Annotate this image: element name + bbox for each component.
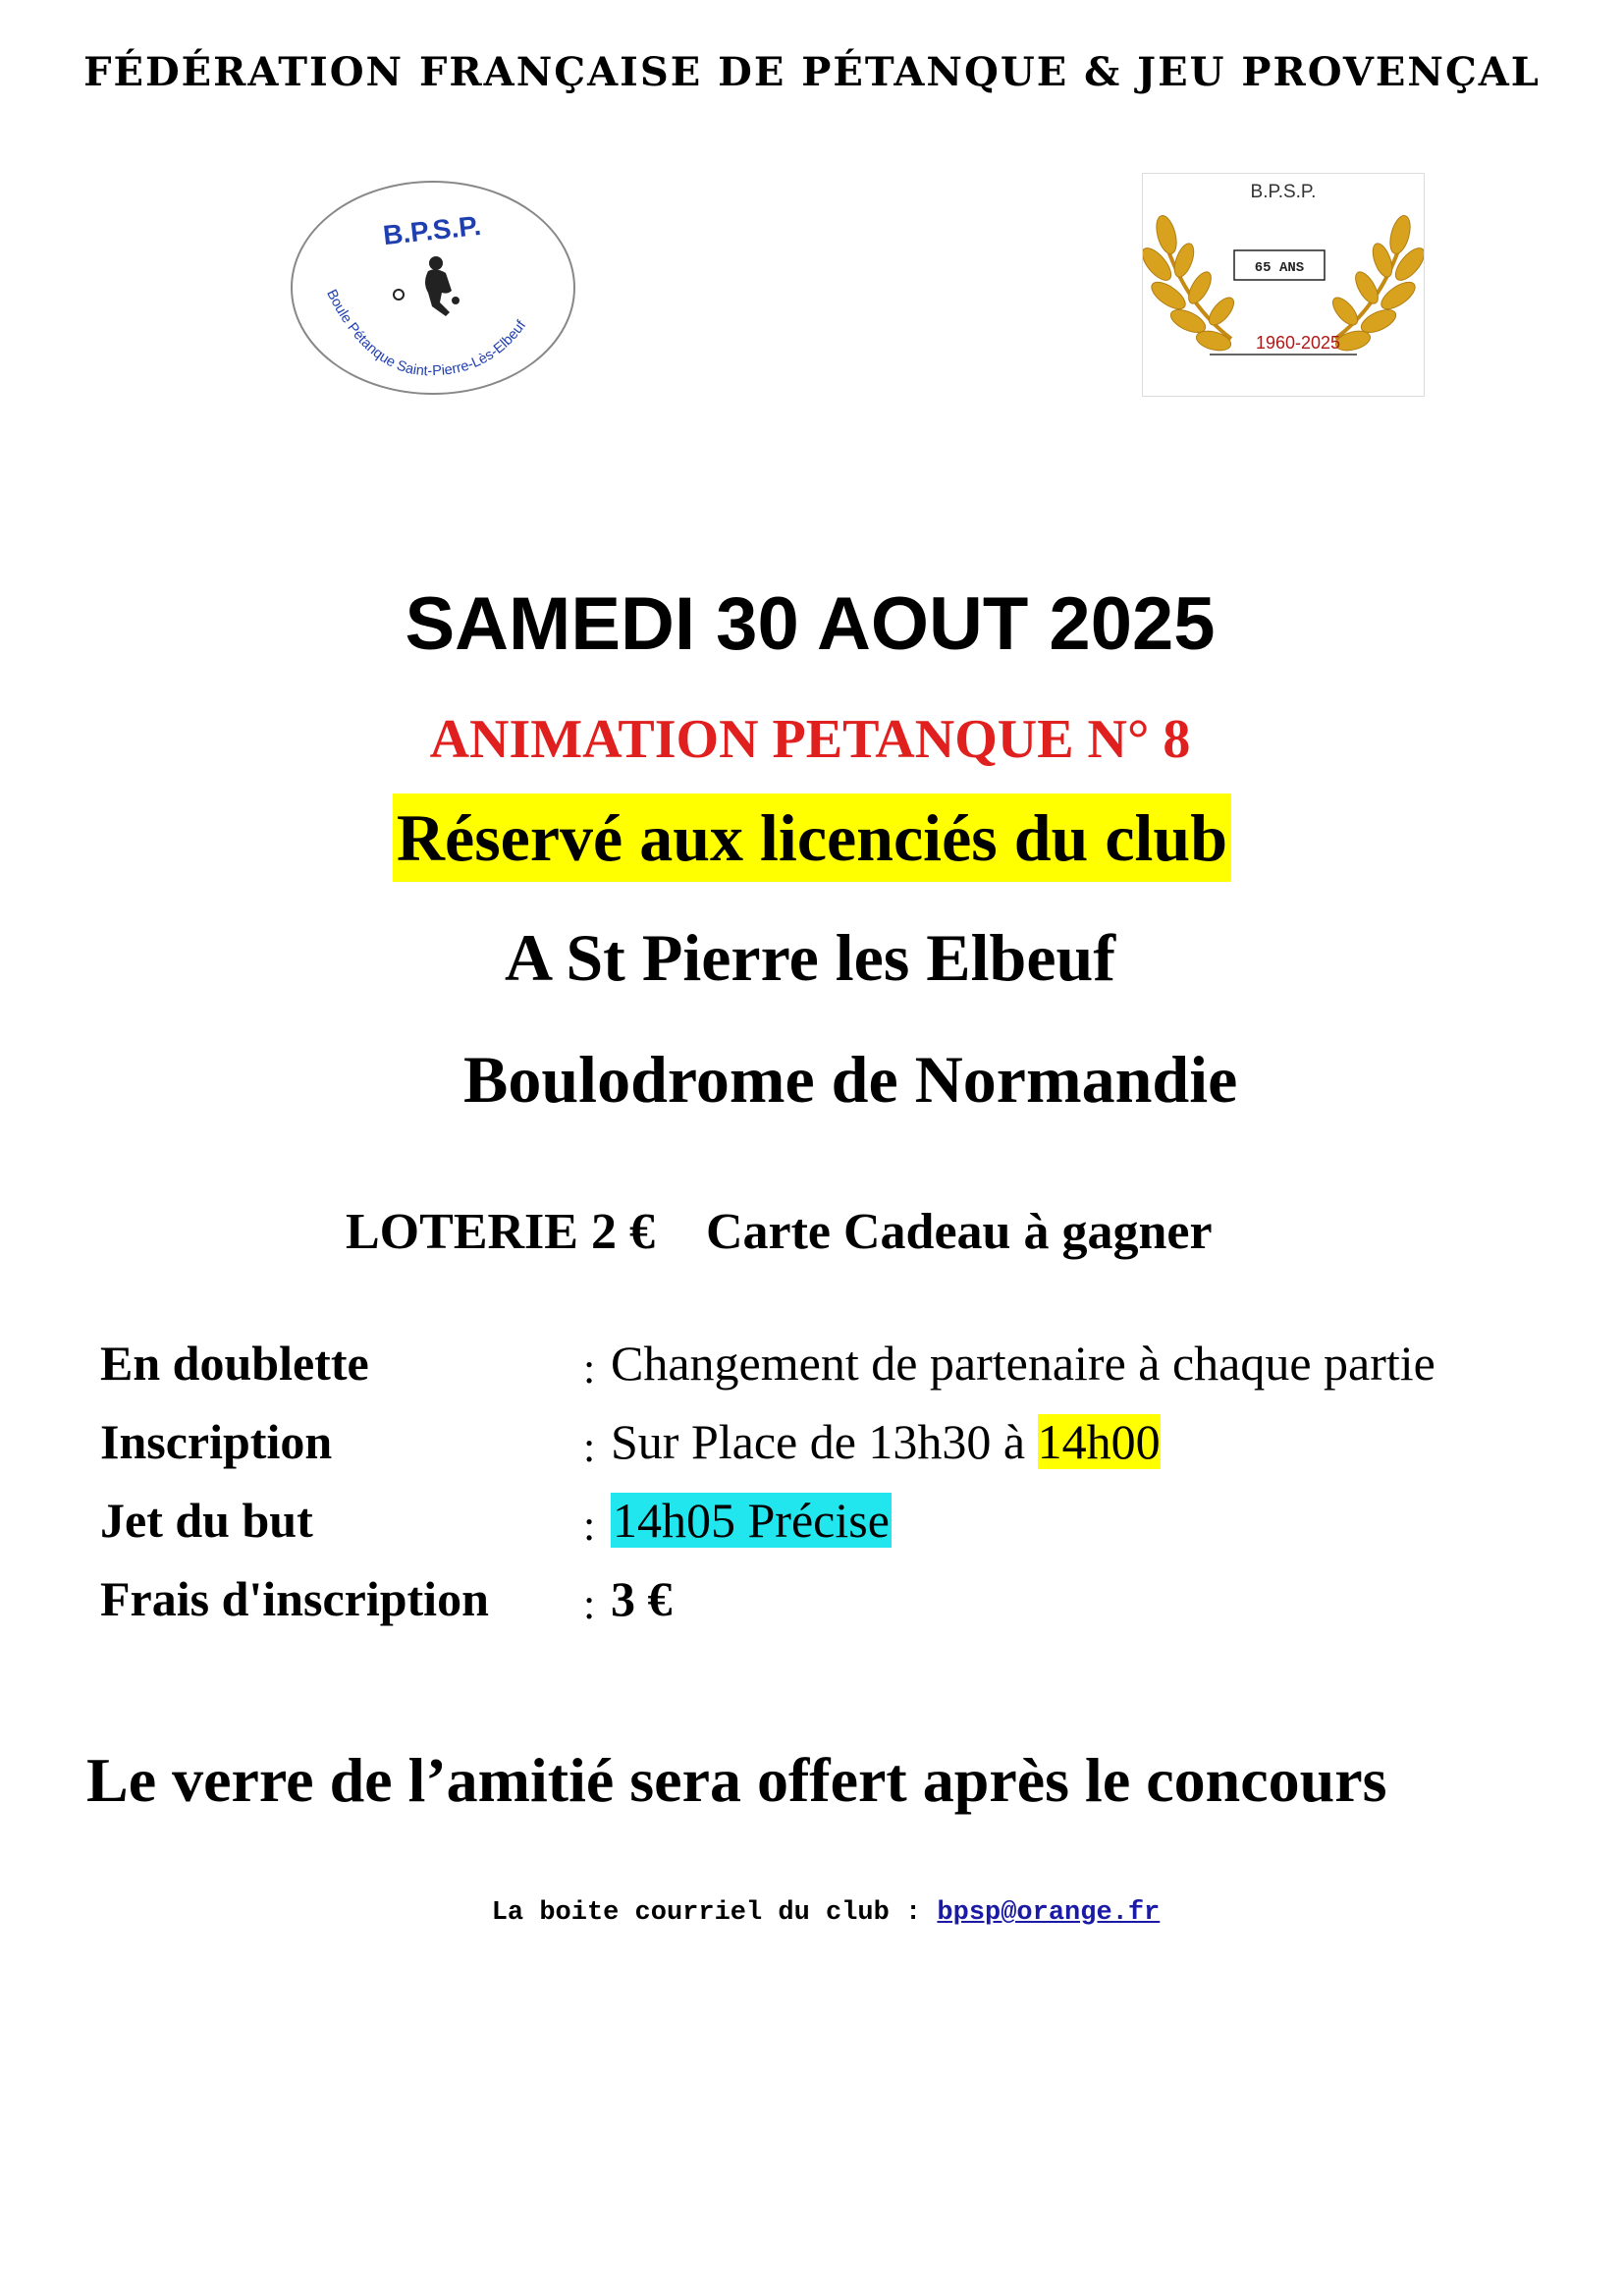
footer-note: Le verre de l’amitié sera offert après le concours — [86, 1745, 1387, 1815]
event-venue: Boulodrome de Normandie — [463, 1042, 1238, 1117]
detail-value: Changement de partenaire à chaque partie — [611, 1336, 1435, 1391]
detail-colon: : — [583, 1423, 596, 1471]
detail-value: 3 € — [611, 1571, 673, 1626]
event-details — [100, 1324, 1553, 1638]
start-time: 14h05 Précise — [613, 1493, 890, 1548]
logo-club-name: Boule Pétanque Saint-Pierre-Lès-Elbeuf — [323, 287, 530, 380]
event-date: SAMEDI 30 AOUT 2025 — [405, 582, 1216, 666]
anniversary-years: 1960-2025 — [1255, 333, 1341, 353]
detail-label: Inscription — [100, 1414, 333, 1469]
detail-value — [611, 1402, 1161, 1481]
event-location: A St Pierre les Elbeuf — [505, 920, 1115, 995]
detail-label: Frais d'inscription — [100, 1571, 489, 1626]
logo-initials: B.P.S.P. — [381, 209, 483, 251]
detail-colon: : — [583, 1502, 596, 1550]
reserved-text: Réservé aux licenciés du club — [393, 793, 1231, 882]
contact-line — [0, 1893, 1624, 1933]
detail-label: En doublette — [100, 1336, 369, 1391]
contact-email-link[interactable]: bpsp@orange.fr — [937, 1898, 1161, 1928]
lottery-line: LOTERIE 2 € Carte Cadeau à gagner — [346, 1204, 1213, 1260]
event-animation-title: ANIMATION PETANQUE N° 8 — [429, 709, 1191, 770]
detail-label: Jet du but — [100, 1493, 313, 1548]
federation-title: FÉDÉRATION FRANÇAISE DE PÉTANQUE & JEU PROVENÇAL — [83, 49, 1541, 95]
club-logo — [289, 179, 577, 397]
anniversary-initials: B.P.S.P. — [1250, 182, 1317, 202]
registration-time: Sur Place de 13h30 à — [611, 1414, 1038, 1469]
detail-value — [611, 1481, 892, 1559]
anniversary-label: 65 ANS — [1254, 260, 1305, 276]
detail-colon: : — [583, 1580, 596, 1628]
registration-end-time: 14h00 — [1037, 1414, 1161, 1469]
detail-row-fee — [100, 1559, 1553, 1638]
reserved-banner — [0, 793, 1624, 882]
detail-row-start — [100, 1481, 1553, 1559]
detail-colon: : — [583, 1344, 596, 1393]
detail-row-registration — [100, 1402, 1553, 1481]
contact-text: La boite courriel du club : — [491, 1898, 938, 1928]
detail-row-format — [100, 1324, 1553, 1402]
anniversary-logo — [1142, 173, 1425, 397]
